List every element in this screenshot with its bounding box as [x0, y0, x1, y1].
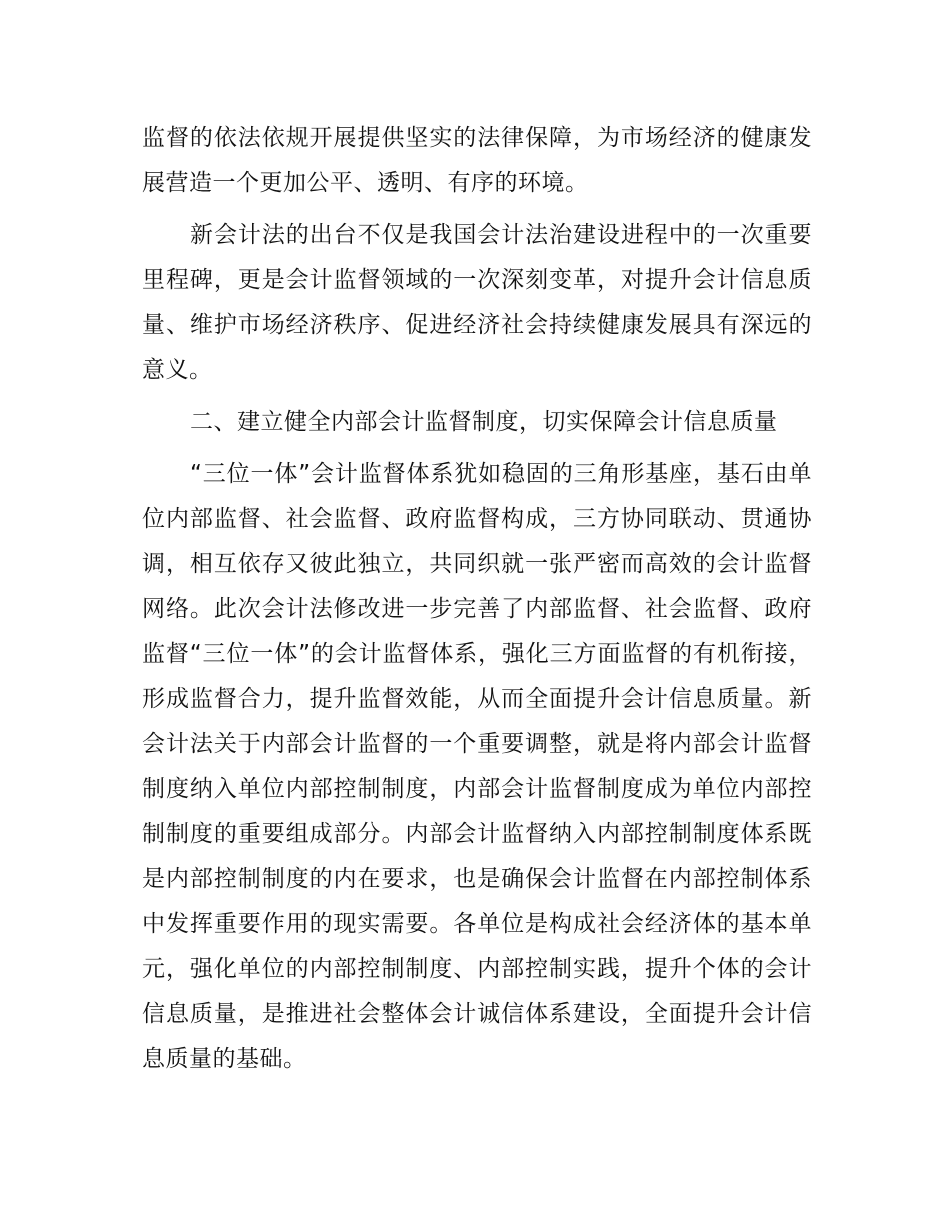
- paragraph-continuation: 监督的依法依规开展提供坚实的法律保障，为市场经济的健康发展营造一个更加公平、透明、有序的环境。: [142, 125, 812, 196]
- document-body: [142, 116, 812, 1089]
- paragraph-new-accounting-law-significance: 新会计法的出台不仅是我国会计法治建设进程中的一次重要里程碑，更是会计监督领域的一次深刻变革，对提升会计信息质量、维护市场经济秩序、促进经济社会持续健康发展具有深远的意义。: [142, 222, 812, 383]
- paragraph-three-in-one-supervision: “三位一体”会计监督体系犹如稳固的三角形基座，基石由单位内部监督、社会监督、政府监督构成，三方协同联动、贯通协调，相互依存又彼此独立，共同织就一张严密而高效的会计监督网络。此次会计法修改进一步完善了内部监督、社会监督、政府监督“三位一体”的会计监督体系，强化三方面监督的有机衔接，形成监督合力，提升监督效能，从而全面提升会计信息质量。新会计法关于内部会计监督的一个重要调整，就是将内部会计监督制度纳入单位内部控制制度，内部会计监督制度成为单位内部控制制度的重要组成部分。内部会计监督纳入内部控制制度体系既是内部控制制度的内在要求，也是确保会计监督在内部控制体系中发挥重要作用的现实需要。各单位是构成社会经济体的基本单元，强化单位的内部控制制度、内部控制实践，提升个体的会计信息质量，是推进社会整体会计诚信体系建设，全面提升会计信息质量的基础。: [142, 461, 812, 1072]
- section-heading-internal-supervision: 二、建立健全内部会计监督制度，切实保障会计信息质量: [190, 409, 778, 435]
